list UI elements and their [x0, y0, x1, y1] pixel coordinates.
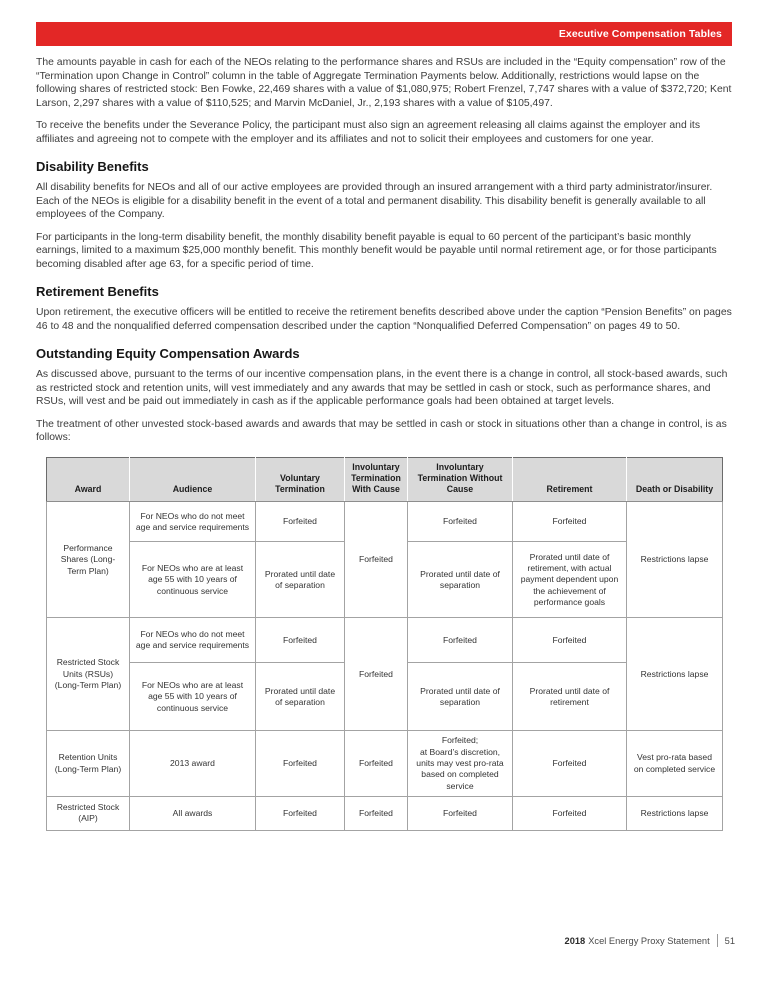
column-header-involuntary-with-cause: Involuntary Termination With Cause — [345, 457, 408, 502]
table-row-restricted-stock-aip — [47, 796, 723, 830]
cell-retirement: Forfeited — [513, 731, 627, 796]
cell-audience: All awards — [130, 796, 256, 830]
cell-without-cause: Prorated until date of separation — [408, 663, 513, 731]
cell-death-or-disability: Restrictions lapse — [627, 502, 723, 618]
disability-paragraph-1: All disability benefits for NEOs and all of our active employees are provided through an insured arrangement with a third party administrator/insurer. Each of the NEOs is eligible for a disability benefit in the event of a total and permanent disability. This disability benefit is generally available to all employees of the Company. — [36, 182, 713, 220]
cell-without-cause: Forfeited — [408, 502, 513, 542]
footer-divider — [717, 934, 718, 947]
table-row-retention-units — [47, 731, 723, 796]
cell-with-cause: Forfeited — [345, 796, 408, 830]
cell-with-cause: Forfeited — [345, 618, 408, 731]
retirement-paragraph-1: Upon retirement, the executive officers will be entitled to receive the retirement benefits described above under the caption “Pension Benefits” on pages 46 to 48 and the nonqualified deferred compensation described under the caption “Nonqualified Deferred Compensation” on pages 49 to 50. — [36, 307, 732, 332]
intro-paragraph-2: To receive the benefits under the Severance Policy, the participant must also sign an agreement releasing all claims against the employer and its affiliates and agreeing not to compete with the employer and its affiliates and not to solicit their employees and customers for one year. — [36, 120, 701, 145]
column-header-involuntary-without-cause: Involuntary Termination Without Cause — [408, 457, 513, 502]
cell-retirement: Prorated until date of retirement — [513, 663, 627, 731]
column-header-retirement: Retirement — [513, 457, 627, 502]
page-footer — [565, 934, 735, 947]
cell-award: Retention Units (Long-Term Plan) — [47, 731, 130, 796]
cell-voluntary: Forfeited — [256, 796, 345, 830]
cell-with-cause: Forfeited — [345, 731, 408, 796]
heading-disability-benefits: Disability Benefits — [36, 159, 149, 174]
cell-audience: For NEOs who do not meet age and service requirements — [130, 502, 256, 542]
cell-without-cause: Forfeited — [408, 618, 513, 663]
disability-paragraph-2: For participants in the long-term disability benefit, the monthly disability benefit payable is equal to 60 percent of the participant’s basic monthly earnings, limited to a maximum $25,000 monthly benefit. This monthly benefit would be payable until normal retirement age, or for those participants becoming disabled after age 63, for a specific period of time. — [36, 231, 717, 270]
cell-voluntary: Forfeited — [256, 618, 345, 663]
column-header-death-or-disability: Death or Disability — [627, 457, 723, 502]
footer-year: 2018 — [564, 935, 586, 946]
cell-audience: 2013 award — [130, 731, 256, 796]
cell-without-cause-line2: at Board’s discretion, units may vest pro-rata based on completed service — [416, 746, 504, 791]
cell-death-or-disability: Restrictions lapse — [627, 796, 723, 830]
cell-without-cause — [408, 731, 513, 796]
cell-without-cause: Forfeited — [408, 796, 513, 830]
cell-award: Restricted Stock (AIP) — [47, 796, 130, 830]
page-content — [36, 56, 732, 831]
cell-death-or-disability: Vest pro-rata based on completed service — [627, 731, 723, 796]
cell-without-cause-line1: Forfeited; — [441, 735, 479, 746]
table-row-performance-shares-a — [47, 502, 723, 542]
table-header-row — [47, 457, 723, 502]
section-header-label: Executive Compensation Tables — [558, 28, 722, 40]
cell-award: Restricted Stock Units (RSUs) (Long-Term Plan) — [47, 618, 130, 731]
cell-voluntary: Prorated until date of separation — [256, 542, 345, 618]
equity-paragraph-2: The treatment of other unvested stock-based awards and awards that may be settled in cash or stock in situations other than a change in control, is as follows: — [36, 418, 727, 443]
footer-page-number: 51 — [724, 935, 735, 946]
cell-voluntary: Forfeited — [256, 731, 345, 796]
footer-title: Xcel Energy Proxy Statement — [588, 935, 710, 946]
heading-outstanding-equity-awards: Outstanding Equity Compensation Awards — [36, 346, 300, 361]
table-row-rsus-a — [47, 618, 723, 663]
cell-award: Performance Shares (Long-Term Plan) — [47, 502, 130, 618]
cell-death-or-disability: Restrictions lapse — [627, 618, 723, 731]
equity-awards-table-wrapper — [46, 457, 732, 831]
column-header-award: Award — [47, 457, 130, 502]
column-header-voluntary-termination: Voluntary Termination — [256, 457, 345, 502]
cell-without-cause: Prorated until date of separation — [408, 542, 513, 618]
cell-voluntary: Forfeited — [256, 502, 345, 542]
section-header-bar — [36, 22, 732, 46]
cell-audience: For NEOs who are at least age 55 with 10 years of continuous service — [130, 663, 256, 731]
cell-with-cause: Forfeited — [345, 502, 408, 618]
equity-paragraph-1: As discussed above, pursuant to the terms of our incentive compensation plans, in the event there is a change in control, all stock-based awards, such as restricted stock and retention units, will vest immediately and any awards that may be settled in cash or stock, such as performance shares, and RSUs, will vest and be paid out immediately in cash as if the applicable performance goals had been obtained at target levels. — [36, 369, 728, 407]
equity-awards-table — [46, 457, 723, 831]
cell-voluntary: Prorated until date of separation — [256, 663, 345, 731]
cell-retirement: Forfeited — [513, 502, 627, 542]
cell-audience: For NEOs who are at least age 55 with 10 years of continuous service — [130, 542, 256, 618]
column-header-audience: Audience — [130, 457, 256, 502]
cell-audience: For NEOs who do not meet age and service requirements — [130, 618, 256, 663]
intro-paragraph-1: The amounts payable in cash for each of the NEOs relating to the performance shares and RSUs are included in the “Equity compensation” row of the “Termination upon Change in Control” column in the table of Aggregate Termination Payments below. Additionally, restrictions would lapse on the following shares of restricted stock: Ben Fowke, 22,469 shares with a value of $1,080,975; Robert Frenzel, 7,747 shares with a value of $372,720; Kent Larson, 2,297 shares with a value of $110,525; and Marvin McDaniel, Jr., 2,193 shares with a value of $105,497. — [36, 57, 732, 109]
heading-retirement-benefits: Retirement Benefits — [36, 284, 159, 299]
cell-retirement: Forfeited — [513, 618, 627, 663]
cell-retirement: Prorated until date of retirement, with actual payment dependent upon the achievement of performance goals — [513, 542, 627, 618]
cell-retirement: Forfeited — [513, 796, 627, 830]
